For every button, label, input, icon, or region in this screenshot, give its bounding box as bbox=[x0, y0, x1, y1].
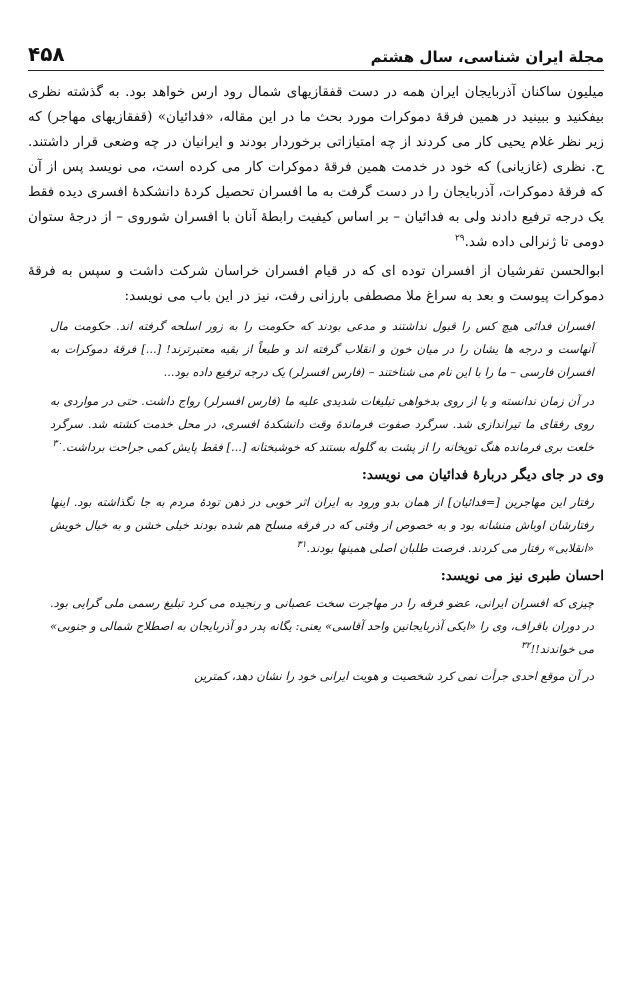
block-quote-3 bbox=[28, 491, 604, 560]
main-text bbox=[28, 80, 604, 688]
block-quote-4 bbox=[28, 592, 604, 661]
block-quote-1: افسران فدائی هیچ کس را قبول نداشتند و مدعی بودند که حکومت را به زور اسلحه گرفته اند. حکومت مال آنهاست و درجه ها یشان را در میان خون و انقلاب گرفته اند و طبعاً از بقیه معتبرترند! [...] فرقهٔ دموکرات به افسران فارسی – ما را با این نام می شناختند – (فارس افسرلر) یک درجه ترفیع داده بود... bbox=[50, 319, 594, 379]
quote-text: در آن زمان ندانسته و یا از روی بدخواهی تبلیغات شدیدی علیه ما (فارس افسرلر) رواج داشت. حتی در مواردی به روی رفقای ما تیراندازی شد. سرگرد صفوت فرماندهٔ وقت دانشکدهٔ افسری، در محل خدمت کشته شد. سرگرد خلعت بری فرمانده هنگ توپخانه را از پشت به گلوله بستند که خوشبختانه [...] فقط پایش کمی جراحت برداشت. bbox=[50, 394, 594, 454]
footnote-ref: ۲۹ bbox=[454, 233, 465, 244]
block-quote-2 bbox=[28, 390, 604, 459]
quote-text: رفتار این مهاجرین [=فدائیان] از همان بدو ورود به ایران اثر خوبی در ذهن تودهٔ مردم به جا نگذاشته بود. اینها رفتارشان اوباش منشانه بود و به خصوص از وقتی که در فرقه مسلح هم شده بودند خیلی خشن و به خیال خویش «انقلابی» رفتار می کردند. فرصت طلبان اصلی همینها بودند. bbox=[50, 495, 594, 555]
intro-line-2: احسان طبری نیز می نویسد: bbox=[440, 568, 604, 584]
footnote-ref: ۳۲ bbox=[520, 641, 531, 652]
body-paragraph-1 bbox=[28, 80, 604, 255]
quote-text: چیزی که افسران ایرانی، عضو فرقه را در مهاجرت سخت عصبانی و رنجیده می کرد تبلیغ رسمی ملی گرایی بود. در دوران باقراف، وی را «ایکی آذربایجانین واحد آقاسی» یعنی: یگانه پدر دو آذربایجان به اصطلاح شمالی و جنوبی» می خواندند!! bbox=[50, 596, 594, 656]
page-number: ۴۵۸ bbox=[28, 42, 65, 66]
footnote-ref: ۳۱ bbox=[296, 540, 307, 551]
intro-line-1: وی در جای دیگر دربارهٔ فدائیان می نویسد: bbox=[361, 467, 604, 483]
header-rule bbox=[28, 70, 604, 71]
block-quote-continued: در آن موقع احدی جرأت نمی کرد شخصیت و هویت ایرانی خود را نشان دهد، کمترین bbox=[194, 669, 594, 683]
paragraph-text: میلیون ساکنان آذربایجان ایران همه در دست قفقازیهای شمال رود ارس خواهد بود. به گذشته نظری بیفکنید و ببینید در همین فرقهٔ دموکرات مورد بحث ما در این مقاله، «فدائیان» (قفقازیهای مهاجر) که زیر نظر غلام یحیی کار می کردند از چه امتیازاتی برخوردار بودند و ایرانیان در چه وضعی قرار داشتند. ح. نظری (غازیانی) که خود در خدمت همین فرقهٔ دموکرات کار می کرده است، می نویسد پس از آن که فرقهٔ دموکرات، آذربایجان را در دست گرفت به ما افسران تحصیل کردهٔ دانشکدهٔ افسری دیده فقط یک درجه ترفیع دادند ولی به فدائیان – بر اساس کیفیت رابطهٔ آنان با افسران شوروی – از درجهٔ ستوان دومی تا ژنرالی داده شد. bbox=[28, 84, 604, 250]
footnote-ref: ۳۰ bbox=[52, 439, 63, 450]
body-paragraph-2: ابوالحسن تفرشیان از افسران توده ای که در قیام افسران خراسان شرکت داشت و سپس به فرقهٔ دموکرات پیوست و بعد به سراغ ملا مصطفی بارزانی رفت، نیز در این باب می نویسد: bbox=[28, 263, 604, 304]
page-header bbox=[28, 36, 604, 66]
journal-title: مجلة ایران شناسی، سال هشتم bbox=[370, 48, 604, 66]
